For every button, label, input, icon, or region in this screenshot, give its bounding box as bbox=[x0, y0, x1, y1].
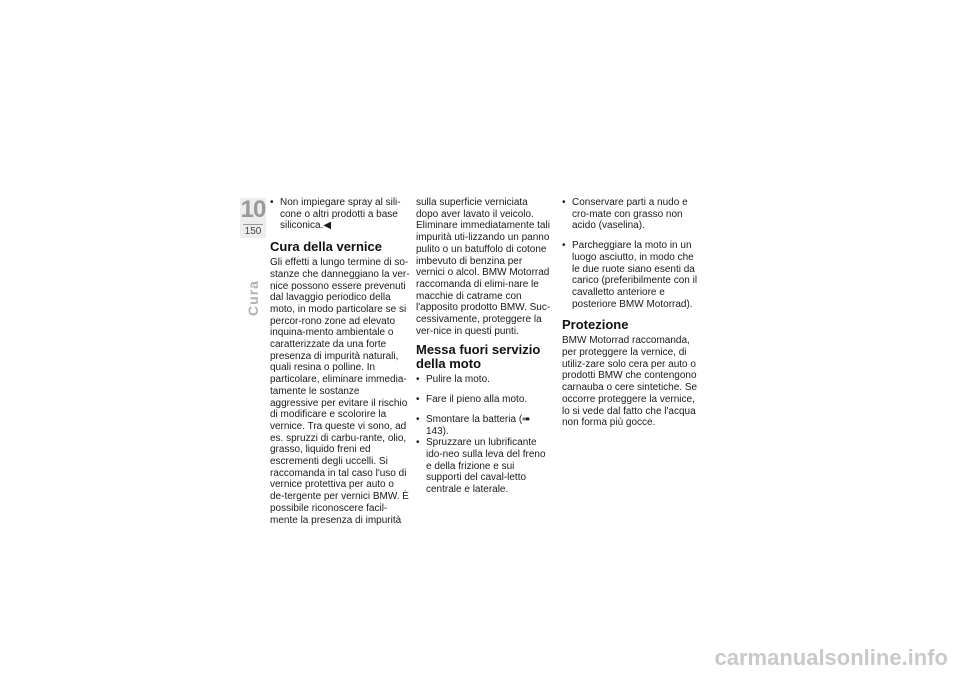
bullet-text: Parcheggiare la moto in un luogo asciutto, in modo che le due ruote siano esenti da carico (preferibilmente con il cavalletto anteriore e posteriore BMW Motorrad). bbox=[572, 240, 698, 310]
chapter-number: 10 bbox=[240, 196, 266, 223]
list-item bbox=[562, 197, 702, 232]
paint-care-paragraph: Gli effetti a lungo termine di so-stanze che danneggiano la ver-nice possono essere prevenuti dal lavaggio periodico della moto, in modo particolare se si percor-rono zone ad elevato inquina-mento ambientale o caratterizzate da una forte presenza di impurità naturali, quali resina o polline. In particolare, eliminare immedia-tamente le sostanze aggressive per evitare il rischio di modificare e scolorire la vernice. Tra queste vi sono, ad es. spruzzi di carbu-rante, olio, grasso, liquido freni ed escrementi degli uccelli. Si raccomanda in tal caso l'uso di vernice protettiva per auto o de-tergente per vernici BMW. È possibile riconoscere facil-mente la presenza di impurità bbox=[270, 257, 410, 526]
bullet-text: Smontare la batteria (➠ 143). bbox=[426, 413, 531, 437]
column-1 bbox=[270, 197, 410, 526]
bullet-text: Non impiegare spray al sili-cone o altri prodotti a base siliconica.◀ bbox=[280, 197, 401, 232]
list-item bbox=[416, 414, 551, 437]
bullet-text: Pulire la moto. bbox=[426, 374, 490, 386]
watermark: carmanualsonline.info bbox=[714, 645, 948, 670]
bullet-icon: • bbox=[270, 197, 274, 208]
column-2 bbox=[416, 197, 551, 504]
list-item bbox=[416, 437, 551, 496]
chapter-divider bbox=[243, 224, 263, 225]
page-number: 150 bbox=[244, 226, 262, 237]
section-heading-protection: Protezione bbox=[562, 317, 629, 333]
list-item bbox=[562, 240, 702, 310]
bullet-text: Conservare parti a nudo e cro-mate con grasso non acido (vaselina). bbox=[572, 197, 688, 232]
bullet-icon: • bbox=[562, 240, 566, 252]
bullet-text: Spruzzare un lubrificante ido-neo sulla leva del freno e della frizione e sui supporti del caval-letto centrale e laterale. bbox=[426, 437, 546, 496]
bullet-icon: • bbox=[562, 197, 566, 208]
list-item bbox=[270, 197, 410, 232]
paint-care-continued: sulla superficie verniciata dopo aver lavato il veicolo. Eliminare immediatamente tali impurità uti-lizzando un panno pulito o un batuffolo di cotone imbevuto di benzina per vernici o alcol. BMW Motorrad raccomanda di elimi-nare le macchie di catrame con l'apposito prodotto BMW. Suc-cessivamente, proteggere la ver-nice in questi punti. bbox=[416, 197, 551, 337]
list-item bbox=[416, 374, 551, 386]
section-heading-storage: Messa fuori servizio della moto bbox=[416, 342, 541, 372]
section-heading-paint-care: Cura della vernice bbox=[270, 239, 382, 255]
bullet-text: Fare il pieno alla moto. bbox=[426, 394, 528, 406]
column-3 bbox=[562, 197, 702, 429]
list-item bbox=[416, 394, 551, 406]
bullet-icon: • bbox=[416, 374, 420, 386]
protection-paragraph: BMW Motorrad raccomanda, per proteggere la vernice, di utiliz-zare solo cera per auto o prodotti BMW che contengono carnauba o cere sintetiche. Se occorre proteggere la vernice, lo si vede dal fatto che l'acqua non forma più gocce. bbox=[562, 335, 698, 429]
bullet-icon: • bbox=[416, 437, 420, 449]
chapter-title-vertical: Cura bbox=[245, 280, 261, 316]
bullet-icon: • bbox=[416, 413, 420, 425]
bullet-icon: • bbox=[416, 394, 420, 406]
